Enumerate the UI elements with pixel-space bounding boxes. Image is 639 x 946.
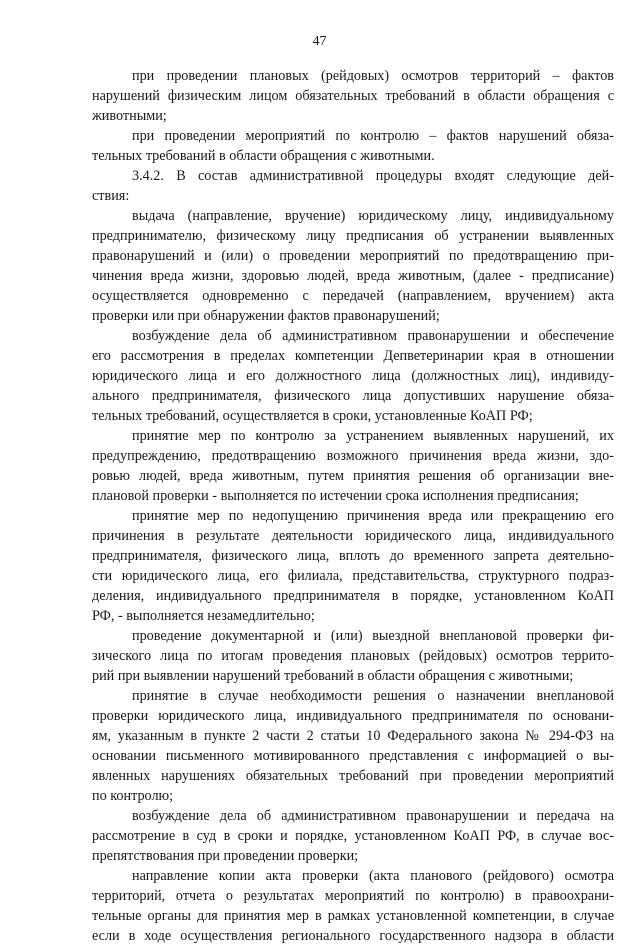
text-line: возбуждение дела об административном правонарушении и передача на <box>132 808 614 824</box>
text-line: препятствования при проведении проверки; <box>92 848 359 864</box>
text-line: проведение документарной и (или) выездной внеплановой проверки фи- <box>132 628 614 644</box>
text-line: рассмотрение в суд в сроки и порядке, установленном КоАП РФ, в случае вос- <box>92 828 614 844</box>
text-line: принятие мер по контролю за устранением выявленных нарушений, их <box>132 428 614 444</box>
text-line: животными; <box>92 108 167 124</box>
text-line: принятие в случае необходимости решения о назначении внеплановой <box>132 688 614 704</box>
text-line: предупреждению, предотвращению возможного причинения вреда жизни, здо- <box>92 448 614 464</box>
text-line: деления, индивидуального предпринимателя в порядке, установленном КоАП <box>92 588 614 604</box>
text-line: 3.4.2. В состав административной процедуры входят следующие дей- <box>132 168 614 184</box>
text-line: причинения в результате деятельности юридического лица, индивидуального <box>92 528 614 544</box>
text-line: предпринимателю, физическому лицу предписания об устранении выявленных <box>92 228 614 244</box>
text-line: при проведении мероприятий по контролю – фактов нарушений обяза- <box>132 128 614 144</box>
text-line: территорий, отчета о результатах мероприятий по контролю) в правоохрани- <box>92 888 614 904</box>
text-line: основании письменного мотивированного представления с информацией о вы- <box>92 748 614 764</box>
text-line: явленных нарушениях обязательных требований при проведении мероприятий <box>92 768 614 784</box>
text-line: рий при выявлении нарушений требований в области обращения с животными; <box>92 668 574 684</box>
text-line: принятие мер по недопущению причинения вреда или прекращению его <box>132 508 614 524</box>
text-line: юридического лица и его должностного лица (должностных лиц), индивиду- <box>92 368 614 384</box>
text-line: тельные органы для принятия мер в рамках установленной компетенции, в случае <box>92 908 614 924</box>
page-number: 47 <box>312 34 327 49</box>
text-line: тельных требований, осуществляется в сроки, установленные КоАП РФ; <box>92 408 533 424</box>
text-line: тельных требований в области обращения с животными. <box>92 148 435 164</box>
text-line: предпринимателя, физического лица, вплоть до временного запрета деятельно- <box>92 548 614 564</box>
text-line: ровью людей, вреда животным, путем принятия решения об организации вне- <box>92 468 614 484</box>
text-line: если в ходе осуществления регионального государственного надзора в области <box>92 928 614 944</box>
text-line: проверки или при обнаружении фактов правонарушений; <box>92 308 440 324</box>
text-line: при проведении плановых (рейдовых) осмотров территорий – фактов <box>132 68 614 84</box>
text-line: нарушений физическим лицом обязательных требований в области обращения с <box>92 88 614 104</box>
text-line: РФ, - выполняется незамедлительно; <box>92 608 315 624</box>
text-line: по контролю; <box>92 788 174 804</box>
text-line: правонарушений и (или) о проведении мероприятий по предотвращению при- <box>92 248 614 264</box>
text-line: плановой проверки - выполняется по истечении срока исполнения предписания; <box>92 488 579 504</box>
text-line: его рассмотрения в пределах компетенции Депветеринарии края в отношении <box>92 348 614 364</box>
text-line: выдача (направление, вручение) юридическому лицу, индивидуальному <box>132 208 614 224</box>
text-line: осуществляется одновременно с передачей (направлением, вручением) акта <box>92 288 614 304</box>
text-line: сти юридического лица, его филиала, представительства, структурного подраз- <box>92 568 614 584</box>
text-line: направление копии акта проверки (акта планового (рейдового) осмотра <box>132 868 614 884</box>
text-line: ям, указанным в пункте 2 части 2 статьи 10 Федерального закона № 294-ФЗ на <box>92 728 614 744</box>
text-line: возбуждение дела об административном правонарушении и обеспечение <box>132 328 614 344</box>
text-line: зического лица по итогам проведения плановых (рейдовых) осмотров террито- <box>92 648 614 664</box>
text-line: ствия: <box>92 188 130 204</box>
text-line: чинения вреда жизни, здоровью людей, вреда животным, (далее - предписание) <box>92 268 614 284</box>
text-line: ального предпринимателя, физического лица допустивших нарушение обяза- <box>92 388 614 404</box>
document-body <box>92 66 614 946</box>
text-line: проверки юридического лица, индивидуального предпринимателя по основани- <box>92 708 614 724</box>
